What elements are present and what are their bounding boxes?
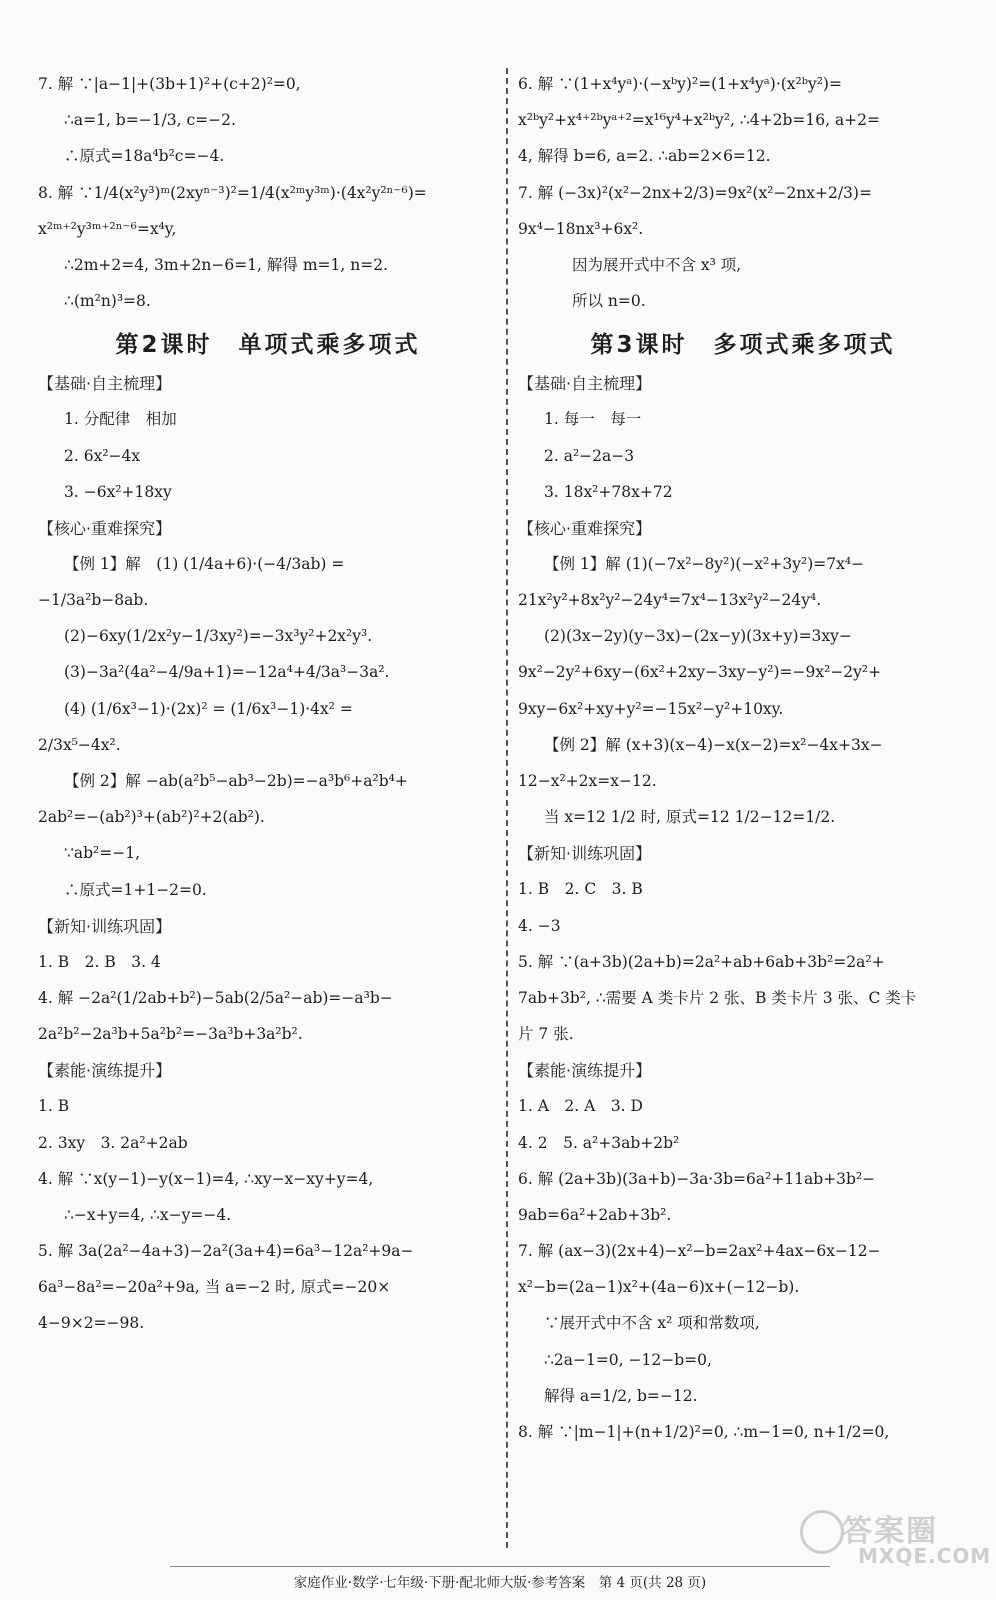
answer-line: 所以 n=0. [572, 292, 646, 311]
answer-line: 【例 1】解 (1) (1/4a+6)·(−4/3ab) = [64, 554, 345, 573]
answer-line: (4) (1/6x³−1)·(2x)² = (1/6x³−1)·4x² = [64, 699, 353, 718]
answer-line: 2. 3xy 3. 2a²+2ab [38, 1133, 188, 1152]
answer-line: 2ab²=−(ab²)³+(ab²)²+2(ab²). [38, 808, 265, 827]
answer-line: 4. 2 5. a²+3ab+2b² [518, 1133, 680, 1152]
answer-line: 1. B 2. C 3. B [518, 880, 643, 899]
answer-line: 1. B 2. B 3. 4 [38, 952, 161, 971]
watermark [800, 1500, 992, 1580]
answer-line: 6a³−8a²=−20a²+9a, 当 a=−2 时, 原式=−20× [38, 1278, 391, 1297]
column-divider [506, 68, 508, 1548]
section-label: 【素能·演练提升】 [38, 1061, 172, 1081]
answer-line: 7ab+3b², ∴需要 A 类卡片 2 张、B 类卡片 3 张、C 类卡 [518, 988, 917, 1007]
answer-line: 9x⁴−18nx³+6x². [518, 219, 644, 238]
answer-line: 【例 2】解 (x+3)(x−4)−x(x−2)=x²−4x+3x− [544, 735, 883, 754]
answer-line: ∴−x+y=4, ∴x−y=−4. [64, 1205, 232, 1224]
answer-line: 6. 解 ∵(1+x⁴yᵃ)·(−xᵇy)²=(1+x⁴yᵃ)·(x²ᵇy²)= [518, 75, 842, 93]
answer-line: 1. 每一 每一 [544, 410, 642, 429]
answer-line: 当 x=12 1/2 时, 原式=12 1/2−12=1/2. [544, 808, 836, 827]
right-column [518, 74, 968, 1458]
answer-line: 2. 6x²−4x [64, 446, 141, 465]
section-label: 【新知·训练巩固】 [518, 844, 652, 864]
answer-line: 6. 解 (2a+3b)(3a+b)−3a·3b=6a²+11ab+3b²− [518, 1169, 876, 1188]
answer-line: 因为展开式中不含 x³ 项, [572, 255, 742, 274]
answer-line: −1/3a²b−8ab. [38, 591, 149, 610]
section-label: 【基础·自主梳理】 [518, 374, 652, 394]
answer-line: 5. 解 3a(2a²−4a+3)−2a²(3a+4)=6a³−12a²+9a− [38, 1242, 414, 1261]
answer-line: 7. 解 ∵|a−1|+(3b+1)²+(c+2)²=0, [38, 75, 301, 93]
answer-line: 3. −6x²+18xy [64, 482, 172, 501]
answer-line: 9ab=6a²+2ab+3b². [518, 1205, 672, 1224]
answer-line: 1. B [38, 1097, 70, 1116]
answer-line: 2/3x⁵−4x². [38, 735, 121, 754]
section-label: 【新知·训练巩固】 [38, 916, 172, 936]
lesson-heading: 第3课时 多项式乘多项式 [590, 332, 896, 359]
answer-line: 1. A 2. A 3. D [518, 1097, 643, 1116]
answer-line: 解得 a=1/2, b=−12. [544, 1386, 698, 1405]
answer-line: 21x²y²+8x²y²−24y⁴=7x⁴−13x²y²−24y⁴. [518, 591, 822, 610]
left-column [38, 74, 498, 1350]
watermark-url: MXQE.COM [858, 1544, 992, 1568]
page-footer: 家庭作业·数学·七年级·下册·配北师大版·参考答案 第 4 页(共 28 页) [170, 1566, 830, 1591]
answer-line: 4, 解得 b=6, a=2. ∴ab=2×6=12. [518, 147, 771, 166]
answer-line: ∵ab²=−1, [64, 844, 141, 863]
answer-line: 2a²b²−2a³b+5a²b²=−3a³b+3a²b². [38, 1025, 303, 1044]
section-label: 【核心·重难探究】 [518, 518, 652, 538]
section-label: 【素能·演练提升】 [518, 1061, 652, 1081]
lesson-heading: 第2课时 单项式乘多项式 [115, 332, 421, 359]
answer-line: 【例 1】解 (1)(−7x²−8y²)(−x²+3y²)=7x⁴− [544, 554, 865, 573]
answer-line: (2)(3x−2y)(y−3x)−(2x−y)(3x+y)=3xy− [544, 627, 852, 646]
answer-line: 1. 分配律 相加 [64, 410, 177, 429]
answer-line: 7. 解 (ax−3)(2x+4)−x²−b=2ax²+4ax−6x−12− [518, 1242, 881, 1261]
answer-line: (3)−3a²(4a²−4/9a+1)=−12a⁴+4/3a³−3a². [64, 663, 390, 682]
section-label: 【核心·重难探究】 [38, 518, 172, 538]
answer-line: 片 7 张. [518, 1025, 574, 1044]
answer-line: (2)−6xy(1/2x²y−1/3xy²)=−3x³y²+2x²y³. [64, 627, 373, 646]
answer-line: 12−x²+2x=x−12. [518, 772, 657, 790]
answer-line: ∵展开式中不含 x² 项和常数项, [544, 1314, 760, 1333]
answer-line: 4. −3 [518, 916, 561, 935]
answer-line: 【例 2】解 −ab(a²b⁵−ab³−2b)=−a³b⁶+a²b⁴+ [64, 772, 408, 790]
watermark-logo-icon [800, 1510, 844, 1554]
answer-line: ∴a=1, b=−1/3, c=−2. [64, 111, 236, 130]
answer-line: 9xy−6x²+xy+y²=−15x²−y²+10xy. [518, 699, 784, 718]
answer-line: 9x²−2y²+6xy−(6x²+2xy−3xy−y²)=−9x²−2y²+ [518, 663, 882, 682]
answer-line: ∴2m+2=4, 3m+2n−6=1, 解得 m=1, n=2. [64, 255, 389, 274]
answer-line: 8. 解 ∵1/4(x²y³)ᵐ(2xyⁿ⁻³)²=1/4(x²ᵐy³ᵐ)·(4x²y²ⁿ⁻⁶)= [38, 183, 427, 202]
watermark-text: 答案圈 [842, 1514, 938, 1549]
answer-line: x²ᵇy²+x⁴⁺²ᵇyᵃ⁺²=x¹⁶y⁴+x²ᵇy², ∴4+2b=16, a+2= [518, 111, 881, 130]
answer-line: ∴2a−1=0, −12−b=0, [544, 1350, 712, 1369]
answer-line: 2. a²−2a−3 [544, 446, 635, 465]
answer-line: 4. 解 −2a²(1/2ab+b²)−5ab(2/5a²−ab)=−a³b− [38, 988, 393, 1007]
answer-line: 4. 解 ∵x(y−1)−y(x−1)=4, ∴xy−x−xy+y=4, [38, 1169, 374, 1188]
answer-line: 8. 解 ∵|m−1|+(n+1/2)²=0, ∴m−1=0, n+1/2=0, [518, 1423, 890, 1441]
answer-line: 5. 解 ∵(a+3b)(2a+b)=2a²+ab+6ab+3b²=2a²+ [518, 952, 885, 971]
answer-line: x²ᵐ⁺²y³ᵐ⁺²ⁿ⁻⁶=x⁴y, [38, 219, 177, 238]
answer-line: ∴原式=1+1−2=0. [64, 880, 207, 899]
answer-line: x²−b=(2a−1)x²+(4a−6)x+(−12−b). [518, 1278, 800, 1297]
answer-line: 3. 18x²+78x+72 [544, 482, 673, 501]
answer-line: 7. 解 (−3x)²(x²−2nx+2/3)=9x²(x²−2nx+2/3)= [518, 183, 872, 202]
section-label: 【基础·自主梳理】 [38, 374, 172, 394]
answer-line: 4−9×2=−98. [38, 1314, 145, 1333]
answer-line: ∴原式=18a⁴b²c=−4. [64, 147, 225, 166]
answer-line: ∴(m²n)³=8. [64, 292, 151, 311]
